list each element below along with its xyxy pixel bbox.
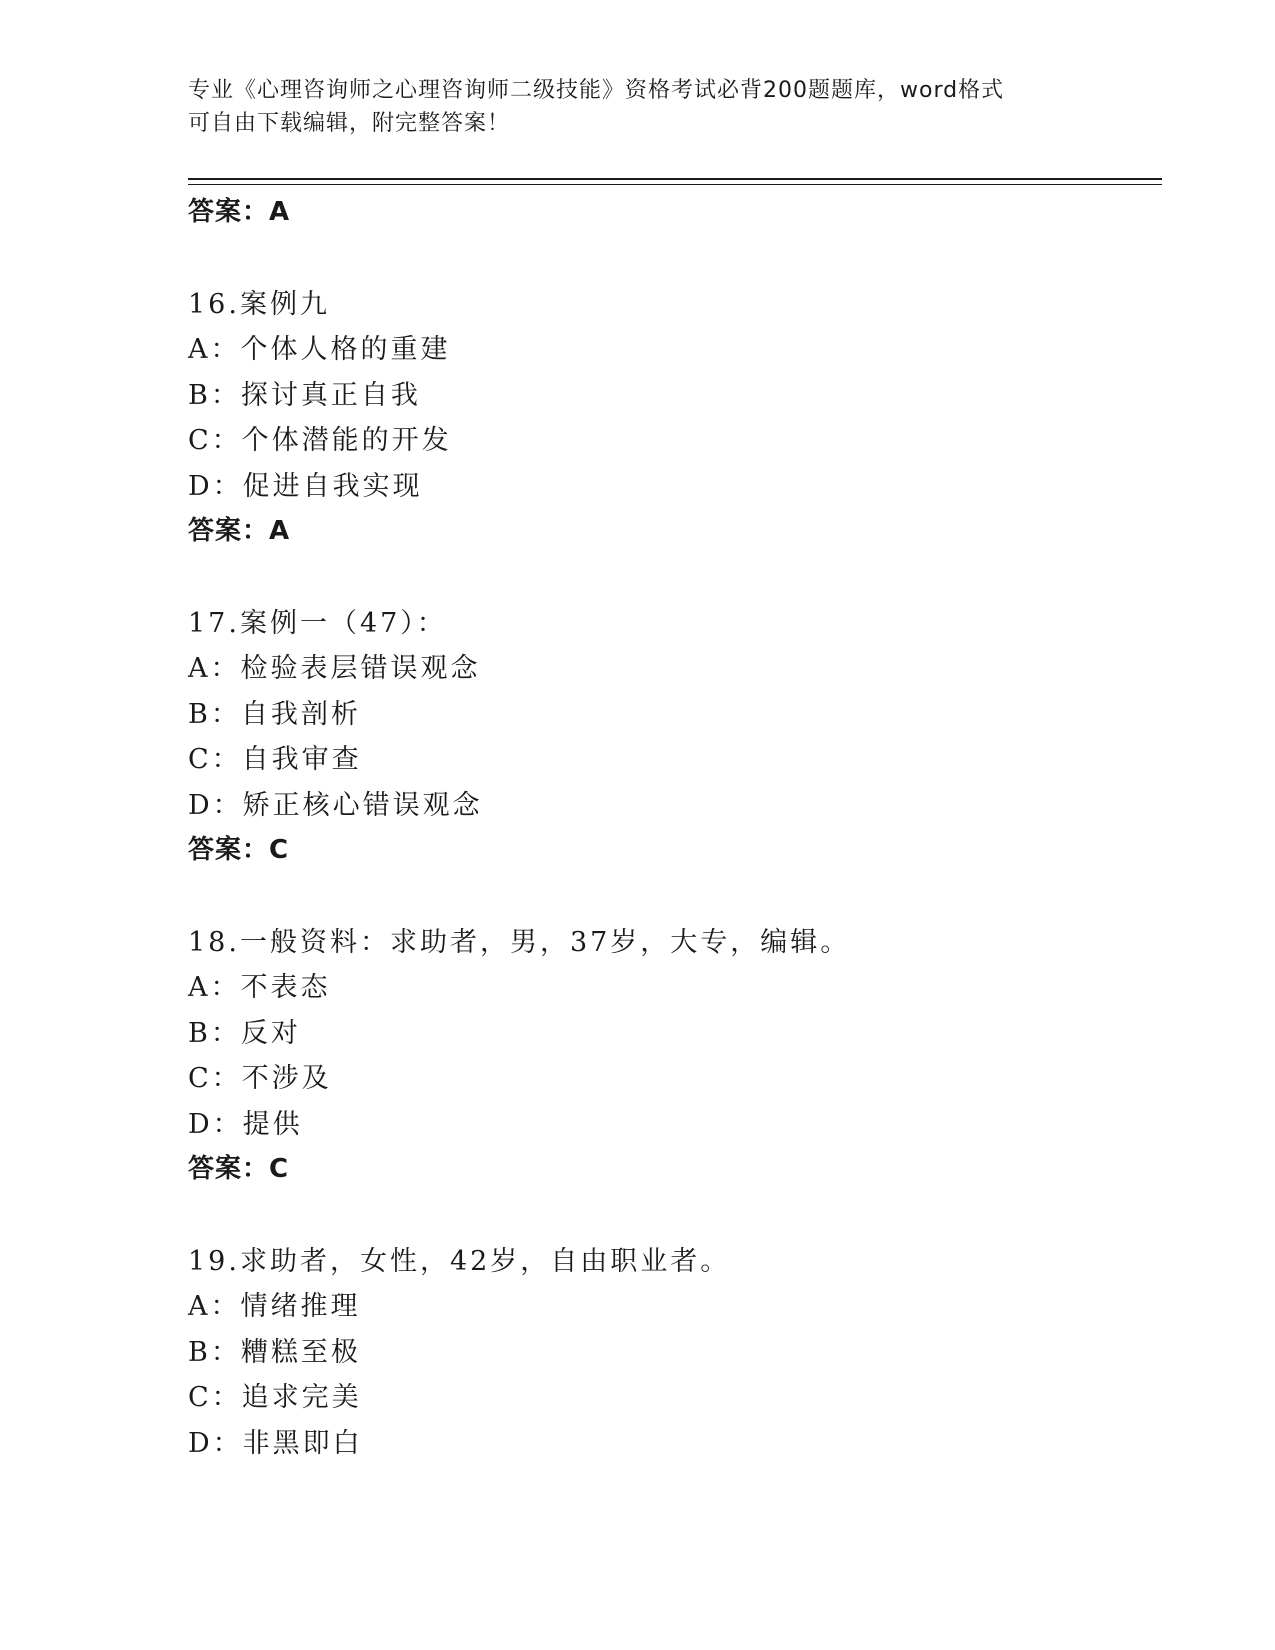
question-title: 19.求助者，女性，42岁，自由职业者。 bbox=[188, 1245, 731, 1277]
spacer bbox=[188, 555, 1162, 601]
spacer bbox=[188, 236, 1162, 282]
header-rule-thin bbox=[188, 184, 1162, 185]
previous-answer: 答案：A bbox=[188, 197, 291, 227]
question-19 bbox=[188, 1239, 1162, 1467]
header-line-1: 专业《心理咨询师之心理咨询师二级技能》资格考试必背200题题库，word格式 bbox=[188, 78, 1005, 103]
option-a: A：个体人格的重建 bbox=[188, 334, 451, 365]
option-b: B：糟糕至极 bbox=[188, 1336, 361, 1368]
option-d: D：促进自我实现 bbox=[188, 470, 423, 502]
question-17 bbox=[188, 601, 1162, 874]
header-line-2: 可自由下载编辑，附完整答案！ bbox=[188, 111, 511, 136]
option-a: A：情绪推理 bbox=[188, 1291, 361, 1322]
option-d: D：矫正核心错误观念 bbox=[188, 789, 483, 821]
option-d: D：提供 bbox=[188, 1108, 303, 1140]
spacer bbox=[188, 874, 1162, 920]
question-18 bbox=[188, 920, 1162, 1193]
option-a: A：不表态 bbox=[188, 972, 331, 1003]
answer: 答案：C bbox=[188, 1154, 290, 1184]
option-c: C：不涉及 bbox=[188, 1063, 332, 1094]
option-b: B：探讨真正自我 bbox=[188, 379, 421, 411]
option-c: C：个体潜能的开发 bbox=[188, 425, 452, 456]
answer: 答案：A bbox=[188, 516, 291, 546]
answer: 答案：C bbox=[188, 835, 290, 865]
document-header bbox=[188, 74, 1088, 140]
option-a: A：检验表层错误观念 bbox=[188, 653, 481, 684]
option-c: C：自我审查 bbox=[188, 744, 362, 775]
option-b: B：反对 bbox=[188, 1017, 301, 1049]
option-d: D：非黑即白 bbox=[188, 1427, 363, 1459]
question-title: 17.案例一（47）： bbox=[188, 607, 447, 639]
header-rule-thick bbox=[188, 178, 1162, 180]
question-title: 16.案例九 bbox=[188, 288, 330, 320]
question-title: 18.一般资料：求助者，男，37岁，大专，编辑。 bbox=[188, 926, 851, 958]
option-c: C：追求完美 bbox=[188, 1382, 362, 1413]
document-body bbox=[188, 190, 1162, 1466]
spacer bbox=[188, 1193, 1162, 1239]
option-b: B：自我剖析 bbox=[188, 698, 361, 730]
question-16 bbox=[188, 282, 1162, 555]
